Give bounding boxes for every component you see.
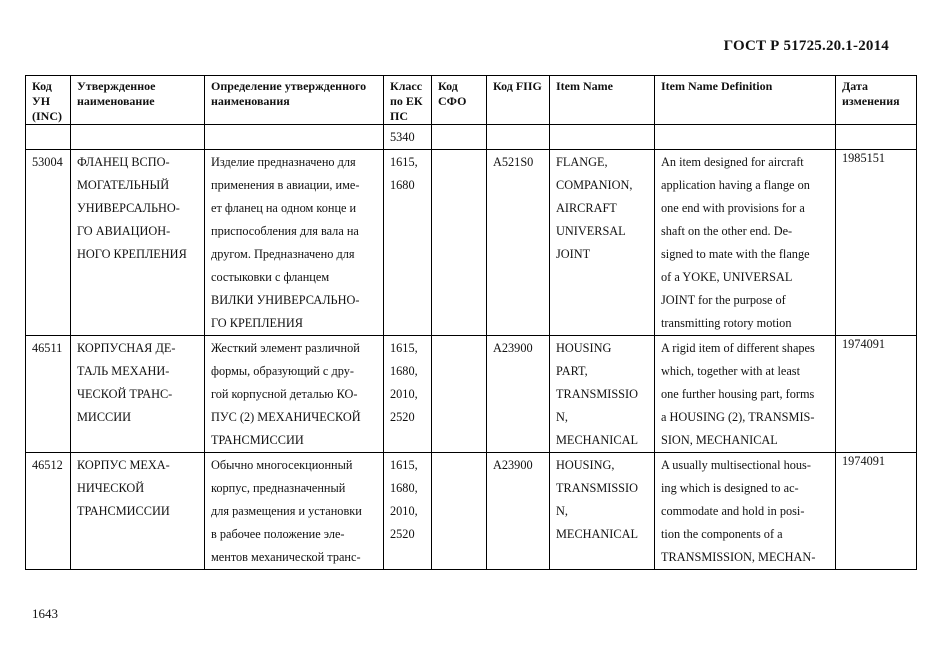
item-definition-line: signed to mate with the flange <box>661 247 810 261</box>
sfo-code <box>432 150 487 336</box>
definition-line: гой корпусной деталью КО- <box>211 387 358 401</box>
approved-name-line: ЧЕСКОЙ ТРАНС- <box>77 387 173 401</box>
approved-name-line: ТАЛЬ МЕХАНИ- <box>77 364 170 378</box>
fiig-code: A521S0 <box>487 150 550 336</box>
item-definition-line: SION, MECHANICAL <box>661 433 778 447</box>
item-definition-line: transmitting rotory motion <box>661 316 792 330</box>
class-codes <box>384 150 432 336</box>
definition-line: корпус, предназначенный <box>211 481 346 495</box>
item-definition-line: shaft on the other end. De- <box>661 224 793 238</box>
item-name-line: PART, <box>556 364 588 378</box>
header-date: Дата изменения <box>836 76 917 125</box>
class-codes-line: 1615, <box>390 341 418 355</box>
nomenclature-table <box>25 75 917 570</box>
class-codes-line: 2520 <box>390 527 415 541</box>
approved-name-line: УНИВЕРСАЛЬНО- <box>77 201 180 215</box>
sfo-code <box>432 453 487 570</box>
item-definition <box>655 453 836 570</box>
item-definition <box>655 150 836 336</box>
class-codes-line: 1680, <box>390 481 418 495</box>
inc-code: 46512 <box>26 453 71 570</box>
approved-name-line: НИЧЕСКОЙ <box>77 481 145 495</box>
page-number: 1643 <box>32 606 58 621</box>
header-inc: Код УН (INC) <box>26 76 71 125</box>
definition-line: приспособления для вала на <box>211 224 359 238</box>
definition-line: ВИЛКИ УНИВЕРСАЛЬНО- <box>211 293 360 307</box>
item-definition-line: which, together with at least <box>661 364 800 378</box>
change-date: 1974091 <box>836 336 917 453</box>
approved-name <box>71 150 205 336</box>
class-codes-line: 1615, <box>390 155 418 169</box>
item-name-line: TRANSMISSIO <box>556 387 638 401</box>
item-definition <box>655 336 836 453</box>
item-definition-line: one end with provisions for a <box>661 201 805 215</box>
item-name-line: N, <box>556 504 568 518</box>
item-name <box>550 150 655 336</box>
class-codes <box>384 336 432 453</box>
change-date: 1985151 <box>836 150 917 336</box>
item-definition-line: TRANSMISSION, MECHAN- <box>661 550 816 564</box>
item-definition-line: An item designed for aircraft <box>661 155 804 169</box>
item-name-line: HOUSING <box>556 341 612 355</box>
header-item-name: Item Name <box>550 76 655 125</box>
class-codes-line: 2520 <box>390 410 415 424</box>
sfo-code <box>432 336 487 453</box>
fiig-code: A23900 <box>487 453 550 570</box>
class-codes <box>384 453 432 570</box>
definition-line: формы, образующий с дру- <box>211 364 354 378</box>
approved-name-line: НОГО КРЕПЛЕНИЯ <box>77 247 187 261</box>
definition-line: состыковки с фланцем <box>211 270 330 284</box>
table-row <box>26 453 917 570</box>
inc-code: 53004 <box>26 150 71 336</box>
approved-name-line: ТРАНСМИССИИ <box>77 504 170 518</box>
item-definition-line: A usually multisectional hous- <box>661 458 811 472</box>
approved-name-line: МИССИИ <box>77 410 131 424</box>
definition-line: ментов механической транс- <box>211 550 361 564</box>
definition <box>205 453 384 570</box>
header-item-def: Item Name Definition <box>655 76 836 125</box>
definition-line: другом. Предназначено для <box>211 247 355 261</box>
definition-line: ет фланец на одном конце и <box>211 201 357 215</box>
approved-name-line: КОРПУС МЕХА- <box>77 458 170 472</box>
item-definition-line: a HOUSING (2), TRANSMIS- <box>661 410 815 424</box>
item-definition-line: application having a flange on <box>661 178 810 192</box>
item-name-line: JOINT <box>556 247 591 261</box>
table-cell <box>487 125 550 150</box>
approved-name-line: КОРПУСНАЯ ДЕ- <box>77 341 176 355</box>
class-codes-line: 2010, <box>390 387 418 401</box>
carry-over-class: 5340 <box>384 125 432 150</box>
table-cell <box>205 125 384 150</box>
item-name <box>550 453 655 570</box>
table-header-row <box>26 76 917 125</box>
table-row <box>26 150 917 336</box>
header-approved-name: Утвержденное наименование <box>71 76 205 125</box>
approved-name-line: МОГАТЕЛЬНЫЙ <box>77 178 170 192</box>
definition-line: ПУС (2) МЕХАНИЧЕСКОЙ <box>211 410 361 424</box>
item-name-line: TRANSMISSIO <box>556 481 638 495</box>
table-cell <box>655 125 836 150</box>
item-name <box>550 336 655 453</box>
header-class: Класс по ЕКПС <box>384 76 432 125</box>
item-definition-line: JOINT for the purpose of <box>661 293 786 307</box>
class-codes-line: 1615, <box>390 458 418 472</box>
item-definition-line: of a YOKE, UNIVERSAL <box>661 270 793 284</box>
definition-line: применения в авиации, име- <box>211 178 360 192</box>
change-date: 1974091 <box>836 453 917 570</box>
table-cell <box>550 125 655 150</box>
item-name-line: MECHANICAL <box>556 433 638 447</box>
class-codes-line: 2010, <box>390 504 418 518</box>
definition-line: Обычно многосекционный <box>211 458 353 472</box>
definition-line: для размещения и установки <box>211 504 362 518</box>
item-name-line: MECHANICAL <box>556 527 638 541</box>
item-name-line: UNIVERSAL <box>556 224 626 238</box>
item-name-line: FLANGE, <box>556 155 608 169</box>
header-sfo: Код СФО <box>432 76 487 125</box>
definition-line: ГО КРЕПЛЕНИЯ <box>211 316 304 330</box>
header-fiig: Код FIIG <box>487 76 550 125</box>
approved-name <box>71 453 205 570</box>
carry-over-row <box>26 125 917 150</box>
approved-name-line: ФЛАНЕЦ ВСПО- <box>77 155 170 169</box>
table-cell <box>836 125 917 150</box>
definition-line: Жесткий элемент различной <box>211 341 360 355</box>
definition-line: в рабочее положение эле- <box>211 527 345 541</box>
item-definition-line: commodate and hold in posi- <box>661 504 805 518</box>
item-name-line: N, <box>556 410 568 424</box>
item-definition-line: tion the components of a <box>661 527 783 541</box>
definition-line: ТРАНСМИССИИ <box>211 433 304 447</box>
table-row <box>26 336 917 453</box>
document-code: ГОСТ Р 51725.20.1-2014 <box>723 38 889 54</box>
approved-name <box>71 336 205 453</box>
header-definition: Определение утвержденного наименования <box>205 76 384 125</box>
inc-code: 46511 <box>26 336 71 453</box>
item-name-line: HOUSING, <box>556 458 615 472</box>
definition <box>205 336 384 453</box>
approved-name-line: ГО АВИАЦИОН- <box>77 224 171 238</box>
table-cell <box>71 125 205 150</box>
item-name-line: AIRCRAFT <box>556 201 617 215</box>
item-definition-line: A rigid item of different shapes <box>661 341 815 355</box>
table-cell <box>432 125 487 150</box>
definition-line: Изделие предназначено для <box>211 155 356 169</box>
item-definition-line: ing which is designed to ac- <box>661 481 799 495</box>
table-cell <box>26 125 71 150</box>
item-name-line: COMPANION, <box>556 178 633 192</box>
class-codes-line: 1680, <box>390 364 418 378</box>
class-codes-line: 1680 <box>390 178 415 192</box>
item-definition-line: one further housing part, forms <box>661 387 815 401</box>
definition <box>205 150 384 336</box>
fiig-code: A23900 <box>487 336 550 453</box>
